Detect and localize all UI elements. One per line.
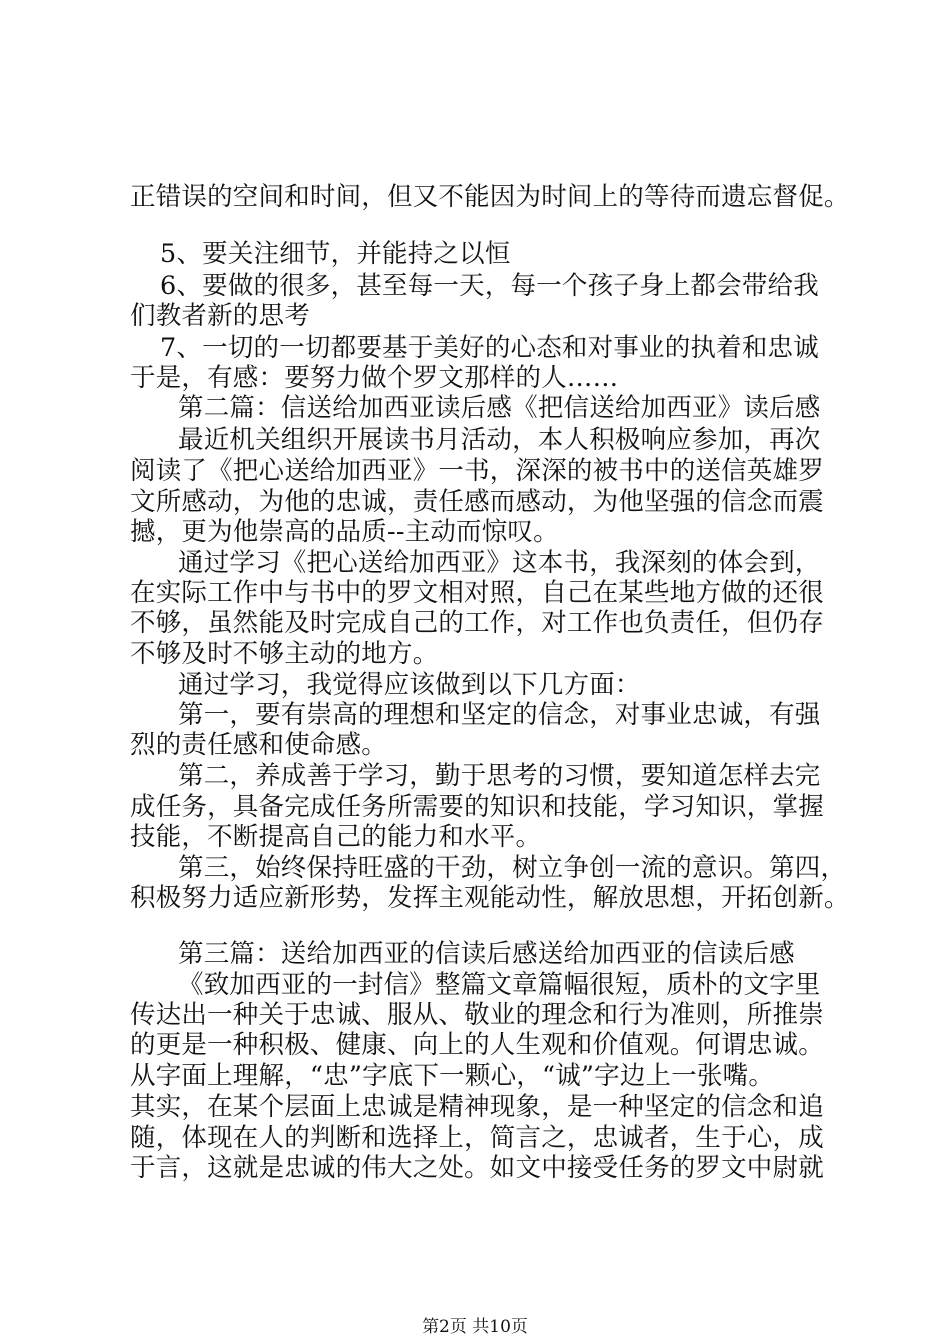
paragraph-line: 在实际工作中与书中的罗文相对照，自己在某些地方做的还很 (130, 578, 824, 608)
paragraph-line: 《致加西亚的一封信》整篇文章篇幅很短，质朴的文字里 (178, 970, 821, 1000)
paragraph-line: 撼，更为他崇高的品质--主动而惊叹。 (130, 517, 559, 547)
paragraph-line: 传达出一种关于忠诚、服从、敬业的理念和行为准则，所推崇 (130, 1000, 824, 1030)
text-line: 正错误的空间和时间，但又不能因为时间上的等待而遗忘督促。 (130, 182, 850, 212)
paragraph-line: 从字面上理解，“忠”字底下一颗心，“诚”字边上一张嘴。 (130, 1061, 775, 1091)
paragraph-line: 第二，养成善于学习，勤于思考的习惯，要知道怎样去完 (178, 761, 821, 791)
list-item: 5、要关注细节，并能持之以恒 (160, 239, 511, 269)
paragraph-line: 通过学习，我觉得应该做到以下几方面： (178, 670, 641, 700)
page-number-footer: 第2页 共10页 (422, 1317, 528, 1337)
paragraph-line: 第三，始终保持旺盛的干劲，树立争创一流的意识。第四， (178, 853, 847, 883)
paragraph-line: 阅读了《把心送给加西亚》一书，深深的被书中的送信英雄罗 (130, 456, 824, 486)
list-item: 6、要做的很多，甚至每一天，每一个孩子身上都会带给我 (160, 271, 819, 301)
paragraph-line: 技能，不断提高自己的能力和水平。 (130, 822, 542, 852)
paragraph-line: 于言，这就是忠诚的伟大之处。如文中接受任务的罗文中尉就 (130, 1153, 824, 1183)
section-heading: 第二篇：信送给加西亚读后感《把信送给加西亚》读后感 (178, 393, 821, 423)
paragraph-line: 的更是一种积极、健康、向上的人生观和价值观。何谓忠诚。 (130, 1030, 824, 1060)
paragraph-line: 成任务，具备完成任务所需要的知识和技能，学习知识，掌握 (130, 792, 824, 822)
paragraph-line: 不够及时不够主动的地方。 (130, 639, 439, 669)
text-line: 们教者新的思考 (130, 301, 310, 331)
text-line: 于是，有感：要努力做个罗文那样的人…… (130, 363, 619, 393)
section-heading: 第三篇：送给加西亚的信读后感送给加西亚的信读后感 (178, 939, 795, 969)
paragraph-line: 积极努力适应新形势，发挥主观能动性，解放思想，开拓创新。 (130, 883, 850, 913)
paragraph-line: 通过学习《把心送给加西亚》这本书，我深刻的体会到， (178, 548, 821, 578)
paragraph-line: 其实，在某个层面上忠诚是精神现象，是一种坚定的信念和追 (130, 1092, 824, 1122)
list-item: 7、一切的一切都要基于美好的心态和对事业的执着和忠诚 (160, 333, 819, 363)
paragraph-line: 第一，要有崇高的理想和坚定的信念，对事业忠诚，有强 (178, 700, 821, 730)
paragraph-line: 文所感动，为他的忠诚，责任感而感动，为他坚强的信念而震 (130, 487, 824, 517)
paragraph-line: 随，体现在人的判断和选择上，简言之，忠诚者，生于心，成 (130, 1123, 824, 1153)
paragraph-line: 烈的责任感和使命感。 (130, 730, 388, 760)
paragraph-line: 不够，虽然能及时完成自己的工作，对工作也负责任，但仍存 (130, 608, 824, 638)
paragraph-line: 最近机关组织开展读书月活动，本人积极响应参加，再次 (178, 425, 821, 455)
